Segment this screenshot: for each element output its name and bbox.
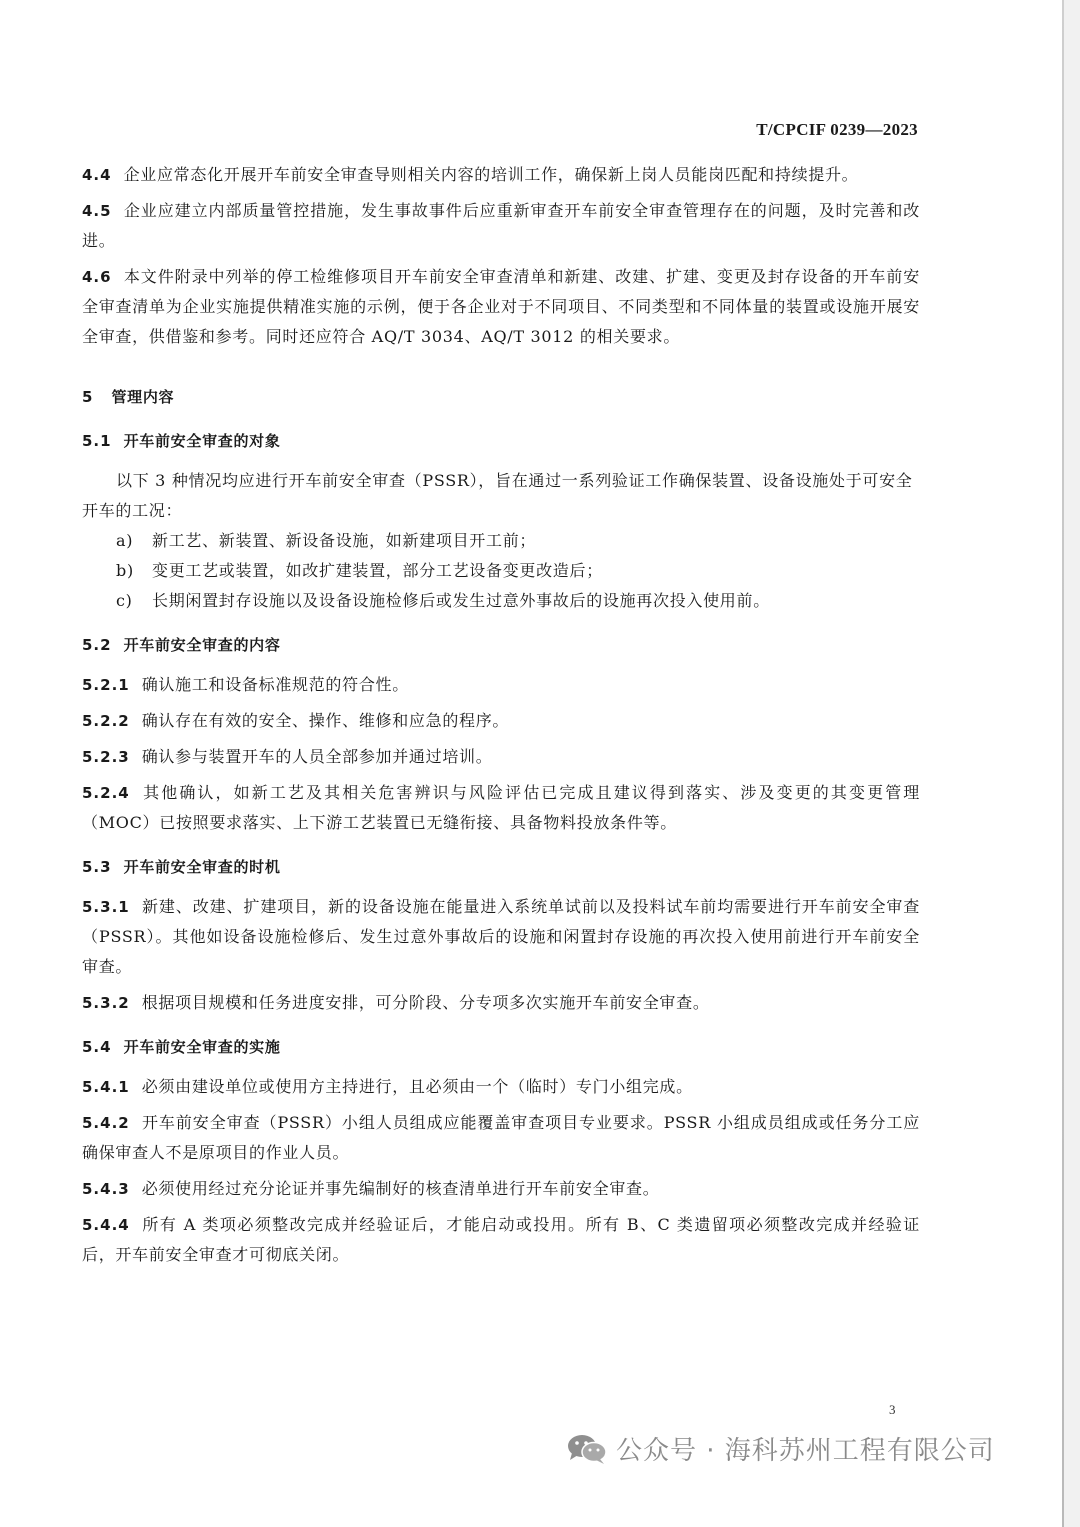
wechat-icon: [566, 1433, 608, 1465]
section-5-2-heading: [82, 630, 920, 660]
clause-text: 根据项目规模和任务进度安排，可分阶段、分专项多次实施开车前安全审查。: [141, 993, 710, 1012]
section-5-4-heading: [82, 1032, 920, 1062]
clause-text: 确认施工和设备标准规范的符合性。: [141, 675, 409, 694]
watermark: [566, 1430, 995, 1467]
section-5-1-heading: [82, 426, 920, 456]
standard-number: T/CPCIF 0239—2023: [756, 120, 918, 139]
clause-text: 企业应建立内部质量管控措施，发生事故事件后应重新审查开车前安全审查管理存在的问题，及时完善和改进。: [82, 201, 920, 250]
clause-number: 5.4.2: [82, 1114, 130, 1132]
section-5-1-intro: 以下 3 种情况均应进行开车前安全审查（PSSR），旨在通过一系列验证工作确保装置、设备设施处于可安全开车的工况：: [82, 471, 913, 520]
page-number: 3: [889, 1402, 896, 1417]
clause-text: 其他确认，如新工艺及其相关危害辨识与风险评估已完成且建议得到落实、涉及变更的其变更管理（MOC）已按照要求落实、上下游工艺装置已无缝衔接、具备物料投放条件等。: [82, 783, 920, 832]
clause-number: 4.5: [82, 202, 112, 220]
clause-5-3-1: [82, 892, 920, 982]
clause-5-4-3: [82, 1174, 920, 1204]
chapter-title: 管理内容: [111, 388, 175, 406]
list-item-text: 长期闲置封存设施以及设备设施检修后或发生过意外事故后的设施再次投入使用前。: [152, 591, 770, 610]
section-title: 开车前安全审查的对象: [123, 432, 281, 450]
clause-5-2-3: [82, 742, 920, 772]
clause-5-4-4: [82, 1210, 920, 1270]
section-title: 开车前安全审查的实施: [123, 1038, 281, 1056]
clause-number: 5.2.2: [82, 712, 130, 730]
clause-number: 4.6: [82, 268, 112, 286]
clause-4-6: [82, 262, 920, 352]
clause-number: 5.4.4: [82, 1216, 130, 1234]
section-title: 开车前安全审查的时机: [123, 858, 281, 876]
list-marker: c): [116, 591, 133, 610]
clause-text: 确认参与装置开车的人员全部参加并通过培训。: [141, 747, 493, 766]
clause-text: 开车前安全审查（PSSR）小组人员组成应能覆盖审查项目专业要求。PSSR 小组成员组成或任务分工应确保审查人不是原项目的作业人员。: [82, 1113, 920, 1162]
clause-5-4-1: [82, 1072, 920, 1102]
clause-5-2-2: [82, 706, 920, 736]
clause-number: 5.2.3: [82, 748, 130, 766]
list-item-text: 变更工艺或装置，如改扩建装置，部分工艺设备变更改造后；: [152, 561, 603, 580]
page-edge-shade: [1064, 0, 1080, 1527]
list-item-c: [82, 586, 920, 616]
clause-5-3-2: [82, 988, 920, 1018]
clause-number: 5.2.1: [82, 676, 130, 694]
section-title: 开车前安全审查的内容: [123, 636, 281, 654]
clause-number: 5.4.3: [82, 1180, 130, 1198]
chapter-number: 5: [82, 388, 94, 406]
clause-number: 5.3.2: [82, 994, 130, 1012]
section-number: 5.2: [82, 636, 112, 654]
section-number: 5.1: [82, 432, 112, 450]
clause-number: 5.2.4: [82, 784, 130, 802]
clause-4-5: [82, 196, 920, 256]
clause-number: 5.4.1: [82, 1078, 130, 1096]
list-item-text: 新工艺、新装置、新设备设施，如新建项目开工前；: [152, 531, 537, 550]
clause-text: 新建、改建、扩建项目，新的设备设施在能量进入系统单试前以及投料试车前均需要进行开车前安全审查（PSSR）。其他如设备设施检修后、发生过意外事故后的设施和闲置封存设施的再次投入使用前进行开车前安全审查。: [82, 897, 920, 976]
clause-5-2-1: [82, 670, 920, 700]
clause-4-4: [82, 160, 920, 190]
clause-text: 所有 A 类项必须整改完成并经验证后，才能启动或投用。所有 B、C 类遗留项必须整改完成并经验证后，开车前安全审查才可彻底关闭。: [82, 1215, 920, 1264]
clause-text: 必须由建设单位或使用方主持进行，且必须由一个（临时）专门小组完成。: [141, 1077, 693, 1096]
chapter-5-heading: [82, 382, 920, 412]
list-marker: a): [116, 531, 134, 550]
section-number: 5.4: [82, 1038, 112, 1056]
document-body: [82, 160, 920, 1276]
clause-text: 必须使用经过充分论证并事先编制好的核查清单进行开车前安全审查。: [141, 1179, 660, 1198]
list-item-b: [82, 556, 920, 586]
section-5-3-heading: [82, 852, 920, 882]
list-item-a: [82, 526, 920, 556]
clause-text: 企业应常态化开展开车前安全审查导则相关内容的培训工作，确保新上岗人员能岗匹配和持续提升。: [123, 165, 859, 184]
list-marker: b): [116, 561, 134, 580]
watermark-text: 公众号 · 海科苏州工程有限公司: [616, 1436, 995, 1466]
clause-5-4-2: [82, 1108, 920, 1168]
clause-5-2-4: [82, 778, 920, 838]
section-number: 5.3: [82, 858, 112, 876]
clause-text: 确认存在有效的安全、操作、维修和应急的程序。: [141, 711, 510, 730]
clause-text: 本文件附录中列举的停工检维修项目开车前安全审查清单和新建、改建、扩建、变更及封存设备的开车前安全审查清单为企业实施提供精准实施的示例，便于各企业对于不同项目、不同类型和不同体量的装置或设施开展安全审查，供借鉴和参考。同时还应符合 AQ/T 3034、AQ/T 3012 的相关要求。: [82, 267, 920, 346]
clause-number: 5.3.1: [82, 898, 130, 916]
clause-number: 4.4: [82, 166, 112, 184]
